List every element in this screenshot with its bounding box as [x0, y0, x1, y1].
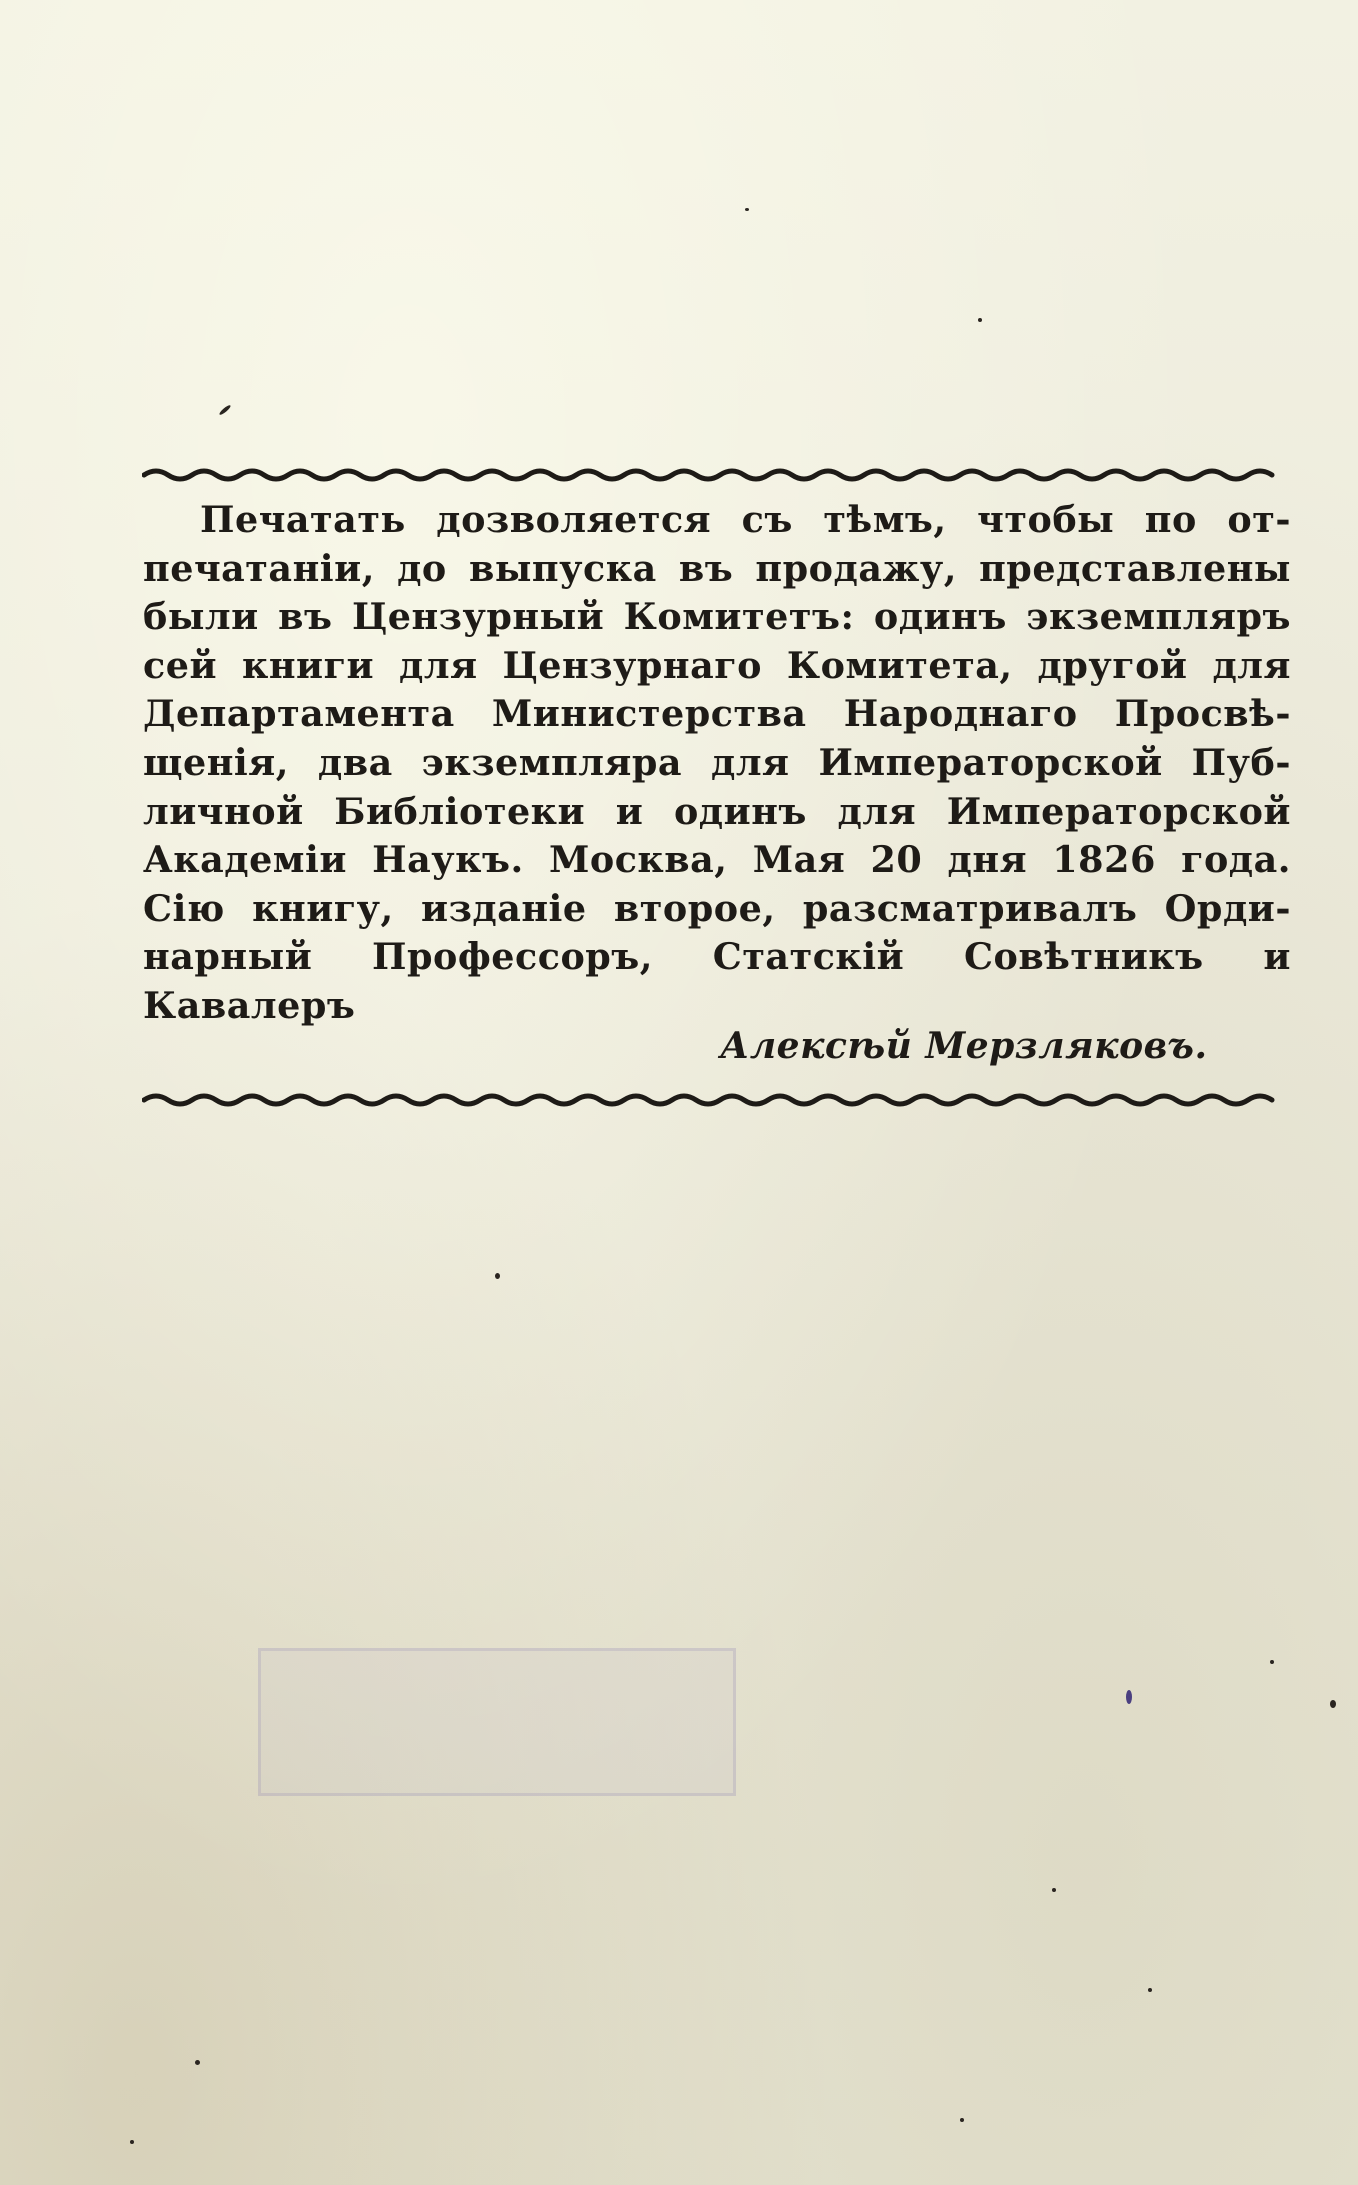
text-line: Сію книгу, изданіе второе, разсматривалъ Орди-: [143, 886, 1291, 930]
ink-speck: [960, 2118, 964, 2122]
text-line: были въ Цензурный Комитетъ: одинъ экземпляръ: [143, 595, 1291, 639]
ink-speck: [1052, 1888, 1056, 1892]
text-line: Печатать дозволяется съ тѣмъ, чтобы по от-: [200, 498, 1291, 541]
ink-speck: [130, 2140, 134, 2144]
ink-speck: [1148, 1988, 1152, 1992]
ornamental-rule-top: [142, 462, 1292, 488]
censor-signature: Алексѣй Мерзляковъ.: [720, 1025, 1208, 1067]
text-line: сей книги для Цензурнаго Комитета, другой для: [143, 643, 1291, 687]
ink-speck: [745, 208, 749, 211]
ink-speck: [218, 404, 231, 416]
ink-speck: [1330, 1700, 1336, 1708]
text-line: щенія, два экземпляра для Императорской Пуб-: [143, 740, 1291, 784]
text-line: печатаніи, до выпуска въ продажу, представлены: [143, 546, 1291, 590]
faded-library-stamp: [258, 1648, 736, 1796]
text-line: Департамента Министерства Народнаго Просвѣ-: [143, 692, 1291, 736]
text-line: Академіи Наукъ. Москва, Мая 20 дня 1826 года.: [143, 838, 1291, 882]
ink-speck: [978, 318, 982, 322]
text-line: личной Библіотеки и одинъ для Императорской: [143, 789, 1291, 833]
ornamental-rule-bottom: [142, 1087, 1292, 1113]
ink-speck: [195, 2060, 200, 2065]
ink-speck: [495, 1273, 500, 1279]
ink-speck: [1126, 1690, 1132, 1704]
ink-speck: [1270, 1660, 1274, 1664]
text-line: нарный Профессоръ, Статскій Совѣтникъ и: [143, 935, 1291, 979]
censorship-permission-text: [143, 496, 1291, 1031]
text-line: Кавалеръ: [143, 983, 356, 1027]
